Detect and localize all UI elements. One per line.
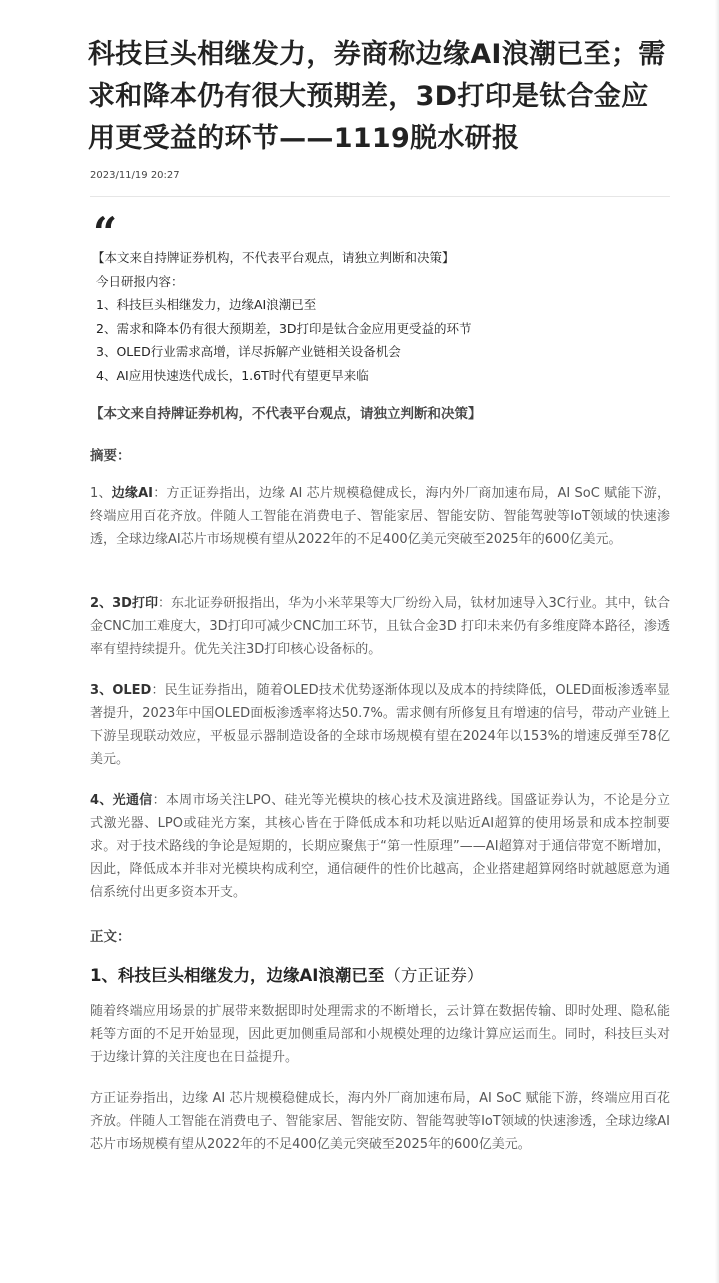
intro-block (92, 246, 652, 387)
intro-list-item: 1、科技巨头相继发力，边缘AI浪潮已至 (96, 297, 317, 312)
section-heading-source: （方正证券） (384, 966, 484, 985)
summary-item (90, 482, 670, 551)
summary-item-num: 2、 (90, 596, 113, 611)
summary-item-num: 4、 (90, 793, 113, 808)
section-heading-text: 1、科技巨头相继发力，边缘AI浪潮已至 (90, 966, 385, 985)
summary-label: 摘要： (90, 448, 131, 464)
summary-item-key: OLED (112, 683, 152, 698)
intro-list-item: 3、OLED行业需求高增，详尽拆解产业链相关设备机会 (96, 344, 401, 359)
intro-disclaimer: 【本文来自持牌证券机构，不代表平台观点，请独立判断和决策】 (92, 250, 455, 265)
summary-item-key: 边缘AI (111, 486, 153, 501)
summary-item-num: 1、 (90, 486, 112, 501)
summary-item-key: 3D打印 (112, 596, 158, 611)
summary-item (90, 592, 670, 661)
disclaimer: 【本文来自持牌证券机构，不代表平台观点，请独立判断和决策】 (90, 406, 482, 422)
intro-list-heading: 今日研报内容： (96, 273, 184, 289)
summary-item-num: 3、 (90, 683, 113, 698)
summary-item (90, 789, 670, 904)
section-heading (90, 962, 483, 986)
summary-item-text: ：方正证券指出，边缘 AI 芯片规模稳健成长，海内外厂商加速布局，AI SoC 赋能下游，终端应用百花齐放。伴随人工智能在消费电子、智能家居、智能安防、智能驾驶等IoT领域的快速渗透，全球边缘AI芯片市场规模有望从2022年的不足400亿美元突破至2025年的600亿美元。 (90, 486, 670, 547)
page-edge (715, 0, 719, 1283)
summary-item-text: ：东北证券研报指出，华为小米苹果等大厂纷纷入局，钛材加速导入3C行业。其中，钛合金CNC加工难度大，3D打印可减少CNC加工环节，且钛合金3D 打印未来仍有多维度降本路径，渗透率有望持续提升。优先关注3D打印核心设备标的。 (90, 596, 670, 657)
summary-item (90, 679, 670, 771)
intro-list-item: 2、需求和降本仍有很大预期差，3D打印是钛合金应用更受益的环节 (96, 320, 472, 336)
divider (90, 196, 670, 197)
article-title: 科技巨头相继发力，券商称边缘AI浪潮已至；需求和降本仍有很大预期差，3D打印是钛合金应用更受益的环节——1119脱水研报 (88, 39, 666, 154)
summary-item-text: ：本周市场关注LPO、硅光等光模块的核心技术及演进路线。国盛证券认为，不论是分立式激光器、LPO或硅光方案，其核心皆在于降低成本和功耗以贴近AI超算的使用场景和成本控制要求。对于技术路线的争论是短期的，长期应聚焦于“第一性原理”——AI超算对于通信带宽不断增加，因此，降低成本并非对光模块构成利空，通信硬件的性价比越高，企业搭建超算网络时就越愿意为通信系统付出更多资本开支。 (90, 793, 670, 900)
summary-item-key: 光通信 (112, 793, 153, 808)
body-label: 正文： (90, 929, 131, 945)
publish-date: 2023/11/19 20:27 (90, 170, 180, 181)
body-paragraph: 随着终端应用场景的扩展带来数据即时处理需求的不断增长，云计算在数据传输、即时处理、隐私能耗等方面的不足开始显现，因此更加侧重局部和小规模处理的边缘计算应运而生。同时，科技巨头对于边缘计算的关注度也在日益提升。 (90, 1004, 670, 1065)
body-paragraph: 方正证券指出，边缘 AI 芯片规模稳健成长，海内外厂商加速布局，AI SoC 赋能下游，终端应用百花齐放。伴随人工智能在消费电子、智能家居、智能安防、智能驾驶等IoT领域的快速渗透，全球边缘AI芯片市场规模有望从2022年的不足400亿美元突破至2025年的600亿美元。 (90, 1091, 670, 1152)
summary-item-text: ：民生证券指出，随着OLED技术优势逐渐体现以及成本的持续降低，OLED面板渗透率显著提升，2023年中国OLED面板渗透率将达50.7%。需求侧有所修复且有增速的信号，带动产业链上下游呈现联动效应，平板显示器制造设备的全球市场规模有望在2024年以153%的增速反弹至78亿美元。 (90, 683, 670, 767)
quote-icon: “ (93, 208, 118, 257)
intro-list-item: 4、AI应用快速迭代成长，1.6T时代有望更早来临 (96, 367, 369, 383)
